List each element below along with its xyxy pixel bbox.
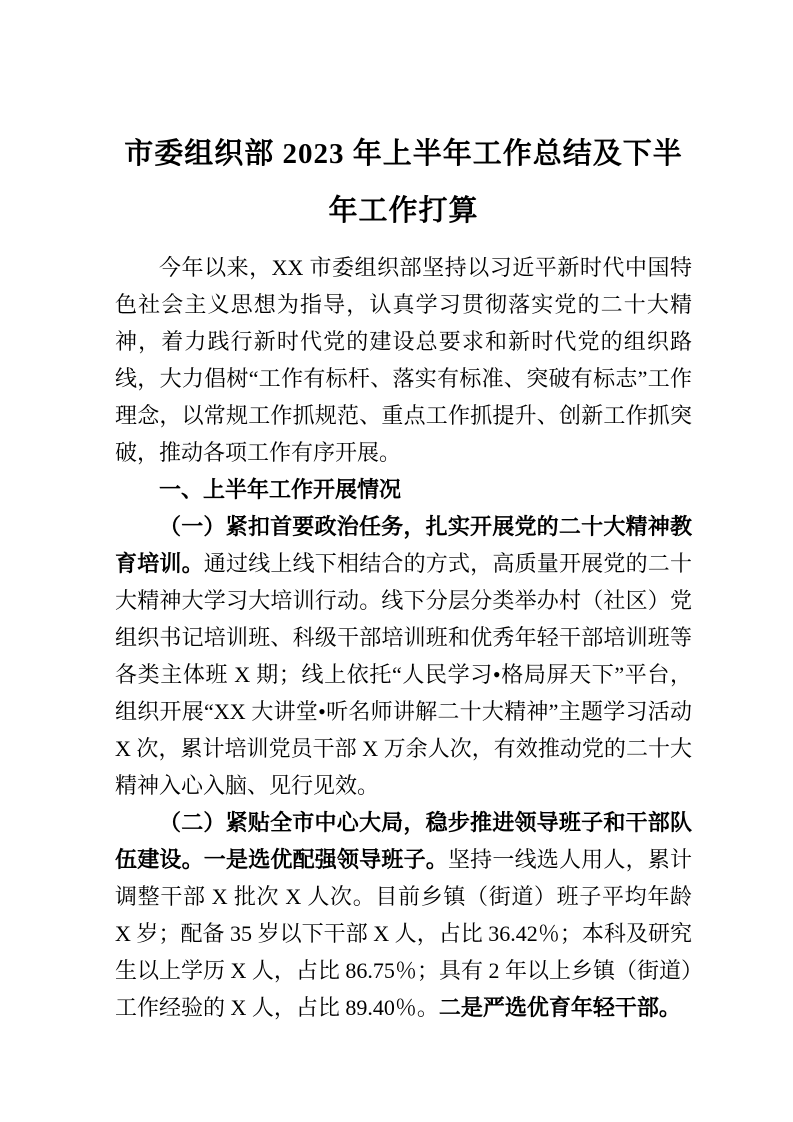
paragraph xyxy=(115,508,692,804)
paragraph xyxy=(115,804,692,1026)
text-run: 今年以来，XX 市委组织部坚持以习近平新时代中国特色社会主义思想为指导，认真学习贯彻落实党的二十大精神，着力践行新时代党的建设总要求和新时代党的组织路线，大力倡树“工作有标杆、落实有标准、突破有标志”工作理念，以常规工作抓规范、重点工作抓提升、创新工作抓突破，推动各项工作有序开展。 xyxy=(115,255,692,465)
paragraph xyxy=(115,249,692,471)
text-run-bold: 二是严选优育年轻干部。 xyxy=(438,995,681,1020)
text-run-bold: 一是选优配强领导班子。 xyxy=(203,847,448,872)
text-run: 通过线上线下相结合的方式，高质量开展党的二十大精神大学习大培训行动。线下分层分类举办村（社区）党组织书记培训班、科级干部培训班和优秀年轻干部培训班等各类主体班 X 期；线上依托“人民学习•格局屏天下”平台，组织开展“XX 大讲堂•听名师讲解二十大精神”主题学习活动 X 次，累计培训党员干部 X 万余人次，有效推动党的二十大精神入心入脑、见行见效。 xyxy=(115,551,692,798)
text-run-bold: 一、上半年工作开展情况 xyxy=(159,477,402,502)
section-heading xyxy=(115,471,692,508)
document-body xyxy=(115,249,692,1026)
document-title: 市委组织部 2023 年上半年工作总结及下半年工作打算 xyxy=(124,138,683,227)
text-run-bold: （一）紧扣首要政治任务，扎实开展党的二十大精神教育培训。 xyxy=(115,514,692,576)
text-run-bold: （二）紧贴全市中心大局，稳步推进领导班子和干部队伍建设。 xyxy=(115,810,692,872)
text-run: 坚持一线选人用人，累计调整干部 X 批次 X 人次。目前乡镇（街道）班子平均年龄 X 岁；配备 35 岁以下干部 X 人，占比 36.42％；本科及研究生以上学历 X 人，占比 86.75％；具有 2 年以上乡镇（街道）工作经验的 X 人，占比 89.40％。 xyxy=(115,847,692,1020)
